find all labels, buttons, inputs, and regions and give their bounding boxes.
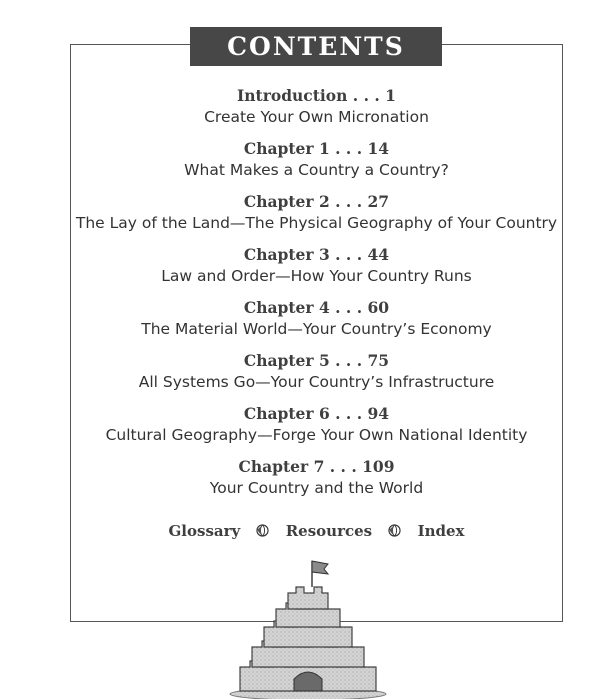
toc-entry-subtitle: What Makes a Country a Country?: [184, 161, 449, 179]
index-link[interactable]: Index: [417, 522, 465, 540]
toc-entry-heading: Chapter 1 . . . 14: [243, 139, 390, 158]
back-matter-links: [70, 522, 563, 540]
toc-entry-heading: Chapter 4 . . . 60: [243, 298, 390, 317]
toc-entry-heading: Introduction . . . 1: [237, 86, 396, 105]
toc-entry-chapter-7[interactable]: [70, 455, 563, 508]
toc-entry-heading: Chapter 6 . . . 94: [243, 404, 390, 423]
toc-entry-heading: Chapter 2 . . . 27: [243, 192, 390, 211]
toc-entry-introduction[interactable]: [70, 84, 563, 137]
toc-entry-subtitle: Cultural Geography—Forge Your Own National Identity: [105, 426, 528, 444]
sandcastle-icon: [228, 555, 388, 699]
toc-entry-chapter-2[interactable]: [70, 190, 563, 243]
toc-entry-subtitle: The Material World—Your Country’s Economy: [141, 320, 492, 338]
table-of-contents: [70, 84, 563, 508]
beach-ball-icon: [388, 524, 401, 537]
toc-entry-subtitle: Your Country and the World: [209, 479, 424, 497]
resources-link[interactable]: Resources: [285, 522, 373, 540]
beach-ball-icon: [256, 524, 269, 537]
toc-entry-heading: Chapter 3 . . . 44: [243, 245, 390, 264]
toc-entry-subtitle: Create Your Own Micronation: [204, 108, 429, 126]
glossary-link[interactable]: Glossary: [168, 522, 241, 540]
toc-entry-subtitle: Law and Order—How Your Country Runs: [161, 267, 472, 285]
toc-entry-chapter-6[interactable]: [70, 402, 563, 455]
toc-entry-chapter-5[interactable]: [70, 349, 563, 402]
toc-entry-heading: Chapter 7 . . . 109: [238, 457, 395, 476]
toc-entry-heading: Chapter 5 . . . 75: [243, 351, 390, 370]
toc-entry-subtitle: The Lay of the Land—The Physical Geography of Your Country: [75, 214, 558, 232]
toc-entry-chapter-4[interactable]: [70, 296, 563, 349]
page-title: CONTENTS: [190, 27, 442, 66]
toc-entry-chapter-1[interactable]: [70, 137, 563, 190]
toc-entry-chapter-3[interactable]: [70, 243, 563, 296]
toc-entry-subtitle: All Systems Go—Your Country’s Infrastructure: [138, 373, 495, 391]
